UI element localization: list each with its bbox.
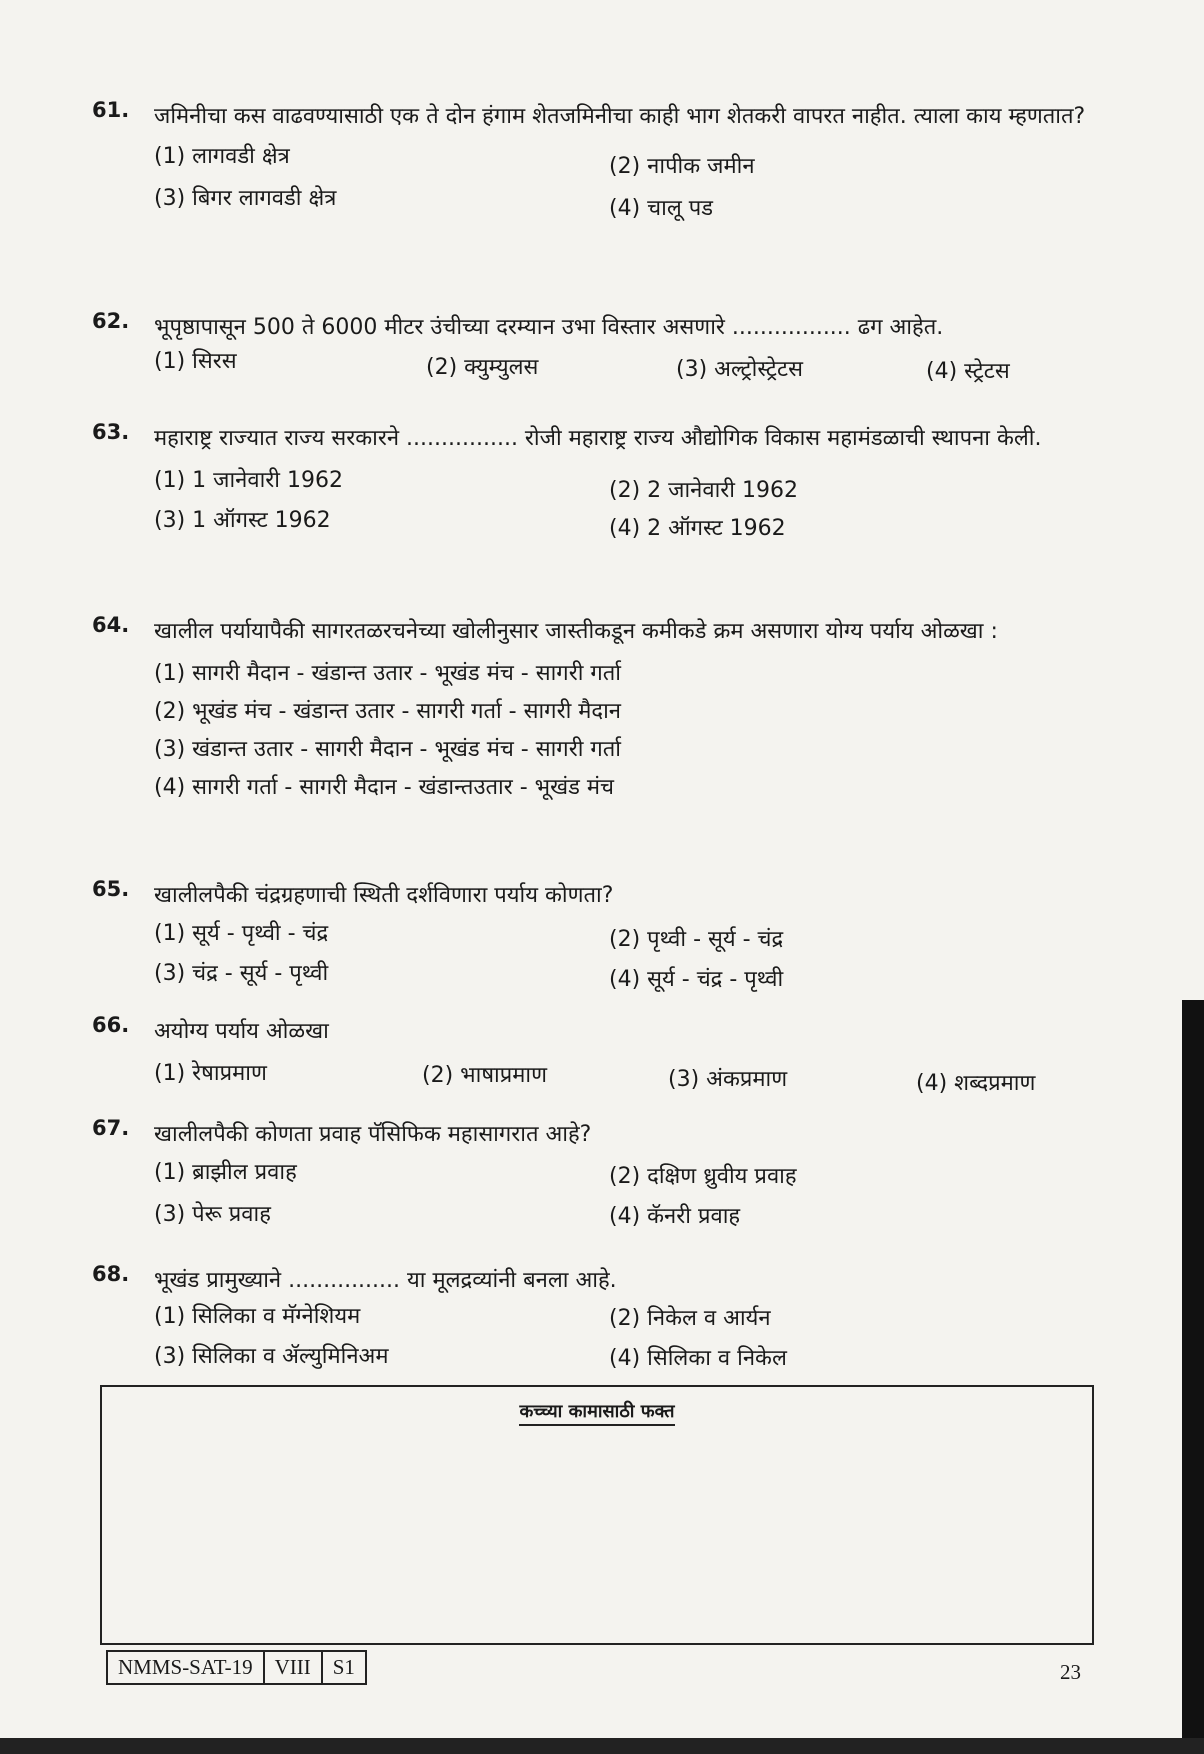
question-text: भूपृष्ठापासून 500 ते 6000 मीटर उंचीच्या दरम्यान उभा विस्तार असणारे ................. ढग आहेत. <box>154 315 944 340</box>
question-65 <box>92 877 1132 999</box>
options <box>154 659 1132 809</box>
options <box>154 1059 1132 1099</box>
options <box>154 1302 1132 1382</box>
option-4[interactable]: (4) चालू पड <box>609 196 713 221</box>
option-3[interactable]: (3) अल्ट्रोस्ट्रेटस <box>676 357 803 382</box>
option-1[interactable]: (1) सिलिका व मॅग्नेशियम <box>154 1304 361 1329</box>
question-number: 64. <box>92 613 130 637</box>
option-1[interactable]: (1) सूर्य - पृथ्वी - चंद्र <box>154 921 329 946</box>
option-1[interactable]: (1) रेषाप्रमाण <box>154 1061 267 1086</box>
question-text: जमिनीचा कस वाढवण्यासाठी एक ते दोन हंगाम शेतजमिनीचा काही भाग शेतकरी वापरत नाहीत. त्याला काय म्हणतात? <box>154 104 1086 129</box>
rough-work-box[interactable] <box>100 1385 1094 1645</box>
question-68 <box>92 1262 1132 1382</box>
option-4[interactable]: (4) शब्दप्रमाण <box>916 1071 1036 1096</box>
question-number: 67. <box>92 1116 130 1140</box>
question-64 <box>92 613 1132 809</box>
question-67 <box>92 1116 1132 1238</box>
question-number: 66. <box>92 1013 130 1037</box>
option-4[interactable]: (4) सागरी गर्ता - सागरी मैदान - खंडान्तउतार - भूखंड मंच <box>154 775 615 800</box>
option-3[interactable]: (3) बिगर लागवडी क्षेत्र <box>154 186 337 211</box>
option-3[interactable]: (3) पेरू प्रवाह <box>154 1202 271 1227</box>
option-4[interactable]: (4) स्ट्रेटस <box>926 359 1010 384</box>
question-number: 61. <box>92 98 130 122</box>
option-1[interactable]: (1) सिरस <box>154 349 237 374</box>
option-1[interactable]: (1) लागवडी क्षेत्र <box>154 144 290 169</box>
option-1[interactable]: (1) ब्राझील प्रवाह <box>154 1160 297 1185</box>
question-text: खालील पर्यायापैकी सागरतळरचनेच्या खोलीनुसार जास्तीकडून कमीकडे क्रम असणारा योग्य पर्याय ओळखा : <box>154 619 998 644</box>
question-61 <box>92 98 1132 232</box>
option-4[interactable]: (4) 2 ऑगस्ट 1962 <box>609 516 786 541</box>
options <box>154 142 1132 232</box>
page-number: 23 <box>1060 1660 1081 1684</box>
paper-code <box>106 1650 367 1685</box>
rough-work-title: कच्च्या कामासाठी फक्त <box>519 1401 674 1426</box>
question-63 <box>92 420 1132 546</box>
option-1[interactable]: (1) सागरी मैदान - खंडान्त उतार - भूखंड मंच - सागरी गर्ता <box>154 661 622 686</box>
option-2[interactable]: (2) भूखंड मंच - खंडान्त उतार - सागरी गर्ता - सागरी मैदान <box>154 699 622 724</box>
scan-edge-right <box>1182 1000 1204 1754</box>
option-2[interactable]: (2) दक्षिण ध्रुवीय प्रवाह <box>609 1164 797 1189</box>
question-text: महाराष्ट्र राज्यात राज्य सरकारने ................ रोजी महाराष्ट्र राज्य औद्योगिक विकास महामंडळाची स्थापना केली. <box>154 426 1042 451</box>
question-text: खालीलपैकी कोणता प्रवाह पॅसिफिक महासागरात आहे? <box>154 1122 592 1147</box>
options <box>154 1158 1132 1238</box>
question-66 <box>92 1013 1132 1099</box>
option-3[interactable]: (3) सिलिका व ॲल्युमिनिअम <box>154 1344 389 1369</box>
question-text: खालीलपैकी चंद्रग्रहणाची स्थिती दर्शविणारा पर्याय कोणता? <box>154 883 614 908</box>
question-number: 68. <box>92 1262 130 1286</box>
paper-code-set: S1 <box>332 1655 355 1679</box>
option-2[interactable]: (2) क्युम्युलस <box>426 355 539 380</box>
option-3[interactable]: (3) खंडान्त उतार - सागरी मैदान - भूखंड मंच - सागरी गर्ता <box>154 737 622 762</box>
option-3[interactable]: (3) 1 ऑगस्ट 1962 <box>154 508 331 533</box>
question-62 <box>92 309 1132 387</box>
options <box>154 919 1132 999</box>
question-number: 62. <box>92 309 130 333</box>
question-text: अयोग्य पर्याय ओळखा <box>154 1019 329 1044</box>
scan-edge-bottom <box>0 1738 1204 1754</box>
option-4[interactable]: (4) कॅनरी प्रवाह <box>609 1204 741 1229</box>
option-2[interactable]: (2) नापीक जमीन <box>609 154 755 179</box>
question-number: 65. <box>92 877 130 901</box>
paper-code-class: VIII <box>265 1652 323 1683</box>
option-4[interactable]: (4) सूर्य - चंद्र - पृथ्वी <box>609 967 784 992</box>
options <box>154 347 1132 387</box>
option-2[interactable]: (2) पृथ्वी - सूर्य - चंद्र <box>609 927 784 952</box>
option-2[interactable]: (2) 2 जानेवारी 1962 <box>609 478 798 503</box>
option-3[interactable]: (3) चंद्र - सूर्य - पृथ्वी <box>154 961 329 986</box>
option-1[interactable]: (1) 1 जानेवारी 1962 <box>154 468 343 493</box>
options <box>154 466 1132 546</box>
paper-code-exam: NMMS-SAT-19 <box>108 1652 265 1683</box>
option-2[interactable]: (2) निकेल व आर्यन <box>609 1306 771 1331</box>
option-3[interactable]: (3) अंकप्रमाण <box>668 1067 788 1092</box>
question-number: 63. <box>92 420 130 444</box>
option-2[interactable]: (2) भाषाप्रमाण <box>422 1063 548 1088</box>
question-text: भूखंड प्रामुख्याने ................ या मूलद्रव्यांनी बनला आहे. <box>154 1268 617 1293</box>
option-4[interactable]: (4) सिलिका व निकेल <box>609 1346 787 1371</box>
